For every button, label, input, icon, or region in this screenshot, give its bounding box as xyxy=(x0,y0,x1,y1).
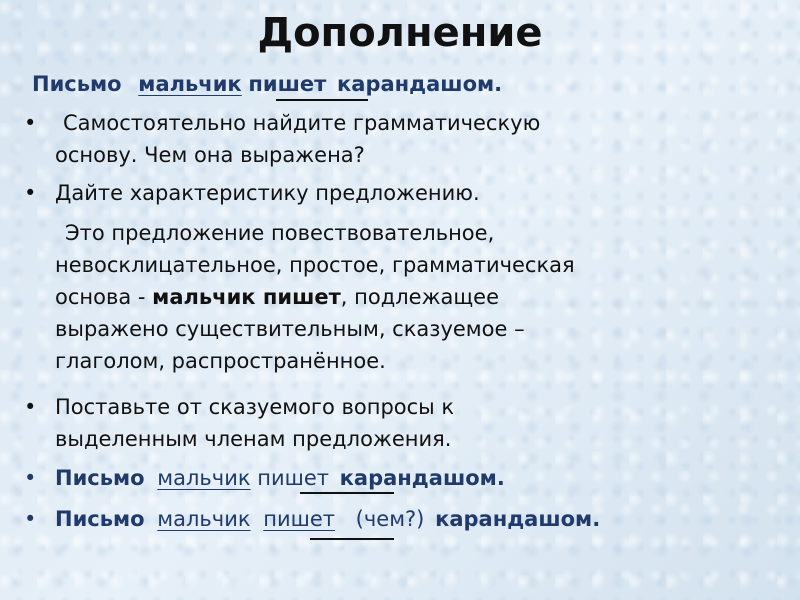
predicate-double-underline-top xyxy=(276,99,368,101)
example-2-word-object: Письмо xyxy=(55,466,145,490)
example-3-question: (чем?) xyxy=(355,507,425,531)
example-3-word-object: Письмо xyxy=(55,507,145,531)
bullet-marker: • xyxy=(24,181,37,205)
example-sentence-3 xyxy=(55,503,600,535)
answer-line-5: глаголом, распространённое. xyxy=(55,349,386,373)
example-sentence-2 xyxy=(55,462,505,494)
example-subject: мальчик xyxy=(138,72,242,96)
example-3-subject: мальчик xyxy=(157,507,251,531)
bullet-text-3 xyxy=(55,391,775,455)
bullet-marker: • xyxy=(24,395,37,419)
answer-line-3 xyxy=(55,281,775,313)
bullet-1-line-2: основу. Чем она выражена? xyxy=(55,143,365,167)
example-3-word-instrument: карандашом. xyxy=(435,507,601,531)
example-sentence-top xyxy=(32,68,502,100)
answer-line-2: невосклицательное, простое, грамматическая xyxy=(55,253,575,277)
example-word-object: Письмо xyxy=(32,72,122,96)
bullet-3-line-1: Поставьте от сказуемого вопросы к xyxy=(55,395,455,419)
answer-line-4: выражено существительным, сказуемое – xyxy=(55,317,525,341)
bullet-text-1 xyxy=(55,107,775,171)
slide-title: Дополнение xyxy=(257,10,543,56)
bullet-text-2: Дайте характеристику предложению. xyxy=(55,181,480,205)
answer-paragraph xyxy=(55,217,775,377)
bullet-1-line-1: Самостоятельно найдите грамматическую xyxy=(63,111,541,135)
answer-line-3-post: , подлежащее xyxy=(340,285,499,309)
grammatical-basis: мальчик пишет xyxy=(152,285,341,309)
example-2-subject: мальчик xyxy=(157,466,251,490)
answer-line-3-pre: основа - xyxy=(55,285,153,309)
bullet-marker: • xyxy=(24,111,37,135)
example-predicate: пишет xyxy=(248,72,327,96)
predicate-double-underline-2 xyxy=(300,492,394,494)
bullet-marker: • xyxy=(24,507,37,531)
example-2-predicate: пишет xyxy=(257,466,329,490)
answer-line-1: Это предложение повествовательное, xyxy=(65,221,495,245)
predicate-double-underline-3 xyxy=(310,538,394,540)
bullet-3-line-2: выделенным членам предложения. xyxy=(55,427,452,451)
example-2-word-instrument: карандашом. xyxy=(339,466,505,490)
bullet-marker: • xyxy=(24,466,37,490)
example-3-predicate: пишет xyxy=(263,507,335,531)
example-word-instrument: карандашом. xyxy=(337,72,503,96)
